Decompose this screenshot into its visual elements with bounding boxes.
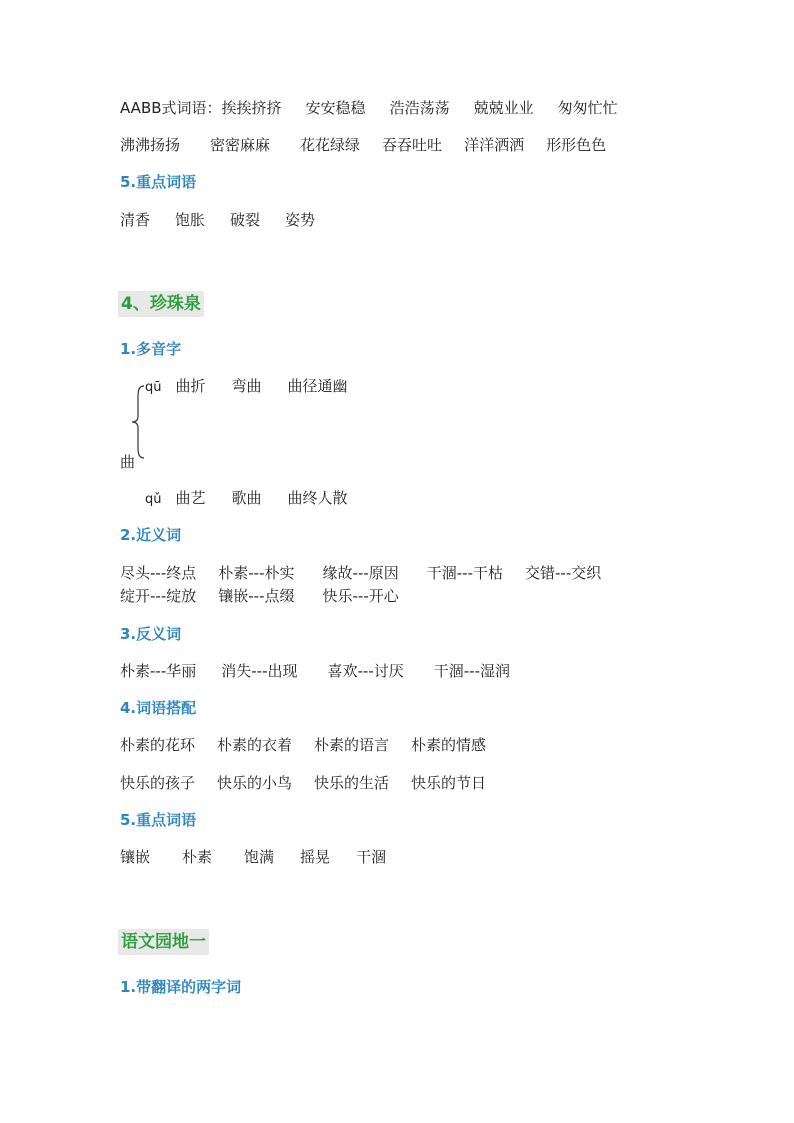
synonym-pair: 干涸---干枯 [426,564,503,582]
key-word: 姿势 [285,211,316,229]
antonym-pair: 朴素---华丽 [120,662,197,680]
collocation: 快乐的孩子 [120,774,196,792]
key-word: 饱满 [244,848,275,866]
synonyms-row-2 [120,586,399,606]
collocations-row-2 [120,773,486,793]
synonym-pair: 绽开---绽放 [120,587,197,605]
polyphone-word: 歌曲 [231,489,262,507]
brace-icon [130,384,146,460]
polyphone-reading-1 [145,376,348,398]
collocation: 朴素的情感 [411,736,487,754]
antonyms-row-1 [120,661,510,681]
polyphone-title: 1.多音字 [120,340,182,358]
pinyin: qū [145,380,162,395]
aabb-word: 安安稳稳 [305,99,366,117]
key-word: 饱胀 [175,211,206,229]
collocation: 快乐的小鸟 [217,774,293,792]
prev-key-words [120,210,315,230]
section-title-pearl-spring: 4、珍珠泉 [118,291,204,317]
collocation: 朴素的花环 [120,736,196,754]
antonym-pair: 消失---出现 [221,662,298,680]
polyphone-word: 曲径通幽 [287,377,348,395]
aabb-word: 密密麻麻 [210,136,271,154]
collocations-title: 4.词语搭配 [120,699,197,717]
polyphone-word: 曲终人散 [287,489,348,507]
key-word: 清香 [120,211,151,229]
collocation: 朴素的语言 [314,736,390,754]
aabb-word: 形形色色 [546,136,607,154]
synonym-pair: 快乐---开心 [322,587,399,605]
aabb-word: 浩浩荡荡 [389,99,450,117]
aabb-row-2 [120,135,606,155]
collocation: 朴素的衣着 [217,736,293,754]
polyphone-word: 弯曲 [231,377,262,395]
key-word: 破裂 [230,211,261,229]
key-words-row [120,847,386,867]
aabb-word: 匆匆忙忙 [557,99,618,117]
collocations-row-1 [120,735,486,755]
aabb-word: 洋洋洒洒 [464,136,525,154]
synonyms-row-1 [120,563,601,583]
synonym-pair: 朴素---朴实 [218,564,295,582]
synonym-pair: 交错---交织 [525,564,602,582]
polyphone-word: 曲艺 [175,489,206,507]
garden-sub-title: 1.带翻译的两字词 [120,978,242,996]
synonym-pair: 尽头---终点 [120,564,197,582]
aabb-word: 花花绿绿 [300,136,361,154]
prev-key-title: 5.重点词语 [120,173,197,191]
antonym-pair: 干涸---湿润 [433,662,510,680]
aabb-word: 兢兢业业 [473,99,534,117]
aabb-row-1 [120,98,618,118]
antonyms-title: 3.反义词 [120,625,182,643]
synonym-pair: 缘故---原因 [322,564,399,582]
section-title-chinese-garden: 语文园地一 [118,929,209,955]
polyphone-word: 曲折 [175,377,206,395]
polyphone-char: 曲 [120,453,136,471]
collocation: 快乐的节日 [411,774,487,792]
key-words-title: 5.重点词语 [120,811,197,829]
aabb-word: 吞吞吐吐 [382,136,443,154]
synonyms-title: 2.近义词 [120,526,182,544]
key-word: 镶嵌 [120,848,151,866]
key-word: 摇晃 [300,848,331,866]
antonym-pair: 喜欢---讨厌 [327,662,404,680]
key-word: 干涸 [356,848,387,866]
collocation: 快乐的生活 [314,774,390,792]
synonym-pair: 镶嵌---点缀 [218,587,295,605]
aabb-word: 沸沸扬扬 [120,136,181,154]
aabb-word: 挨挨挤挤 [221,99,282,117]
aabb-label: AABB式词语： [120,99,222,117]
key-word: 朴素 [182,848,213,866]
polyphone-reading-2 [145,488,348,510]
pinyin: qǔ [145,492,162,507]
